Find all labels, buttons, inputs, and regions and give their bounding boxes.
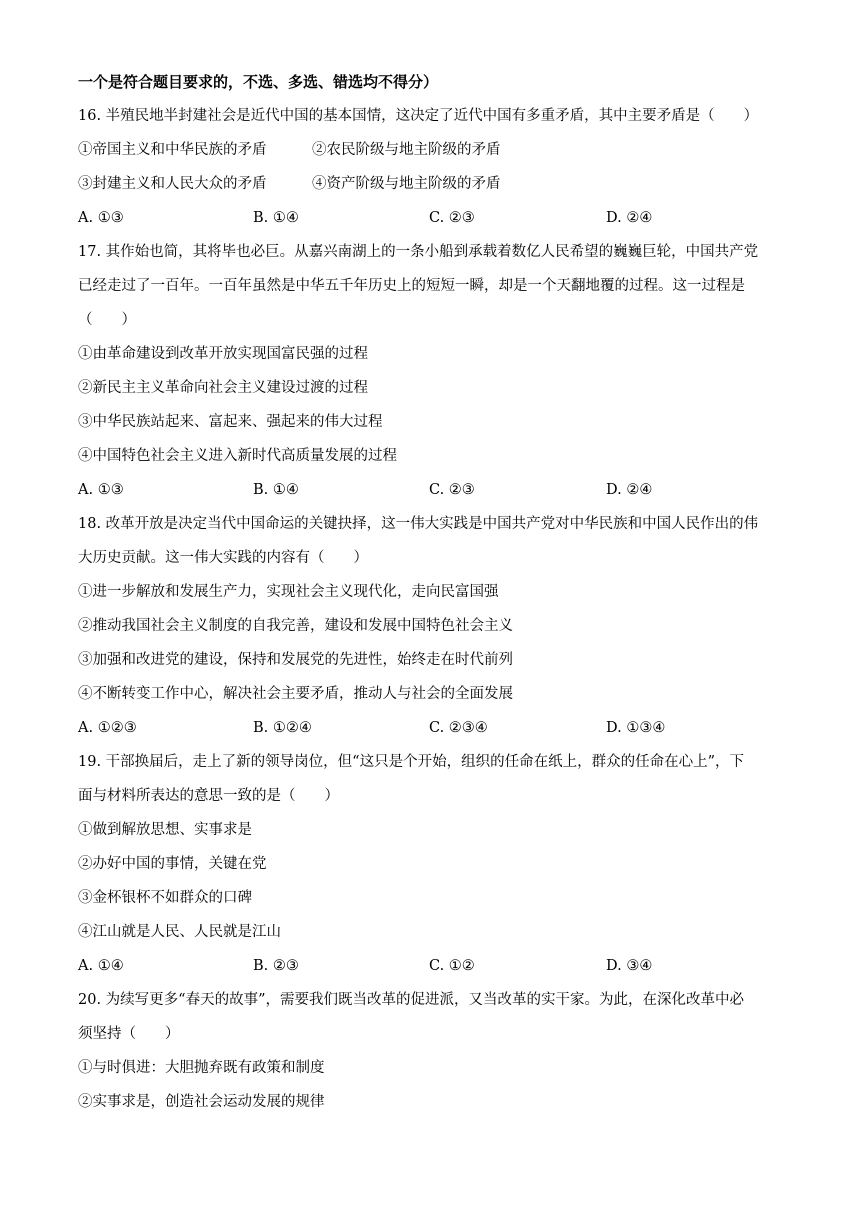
option-d: D. ①③④ [606,720,666,736]
option-b: B. ②③ [253,958,299,974]
option-b: B. ①④ [253,210,299,226]
option-a: A. ①④ [78,958,124,974]
option-d: D. ②④ [606,210,653,226]
question-stem-line: 已经走过了一百年。一百年虽然是中华五千年历史上的短短一瞬，却是一个天翻地覆的过程。这一过程是 [78,278,745,294]
statement: ③加强和改进党的建设，保持和发展党的先进性，始终走在时代前列 [78,652,513,668]
statement: ④中国特色社会主义进入新时代高质量发展的过程 [78,448,397,464]
option-c: C. ①② [429,958,475,974]
statement: ①进一步解放和发展生产力，实现社会主义现代化，走向民富国强 [78,584,499,600]
statement: ④不断转变工作中心，解决社会主要矛盾，推动人与社会的全面发展 [78,686,513,702]
question-stem-line: 面与材料所表达的意思一致的是（ ） [78,788,339,804]
statement: ③中华民族站起来、富起来、强起来的伟大过程 [78,414,383,430]
option-c: C. ②③ [429,210,475,226]
statement: ②农民阶级与地主阶级的矛盾 [312,142,501,158]
question-stem-line: 19. 干部换届后，走上了新的领导岗位，但“这只是个开始，组织的任命在纸上，群众的任命在心上”，下 [78,754,744,770]
answer-options [78,718,798,738]
statement: ②实事求是，创造社会运动发展的规律 [78,1094,325,1110]
statement-row [78,174,798,194]
statement: ④江山就是人民、人民就是江山 [78,924,281,940]
statement: ②新民主主义革命向社会主义建设过渡的过程 [78,380,368,396]
option-b: B. ①④ [253,482,299,498]
answer-options [78,208,798,228]
statement: ①帝国主义和中华民族的矛盾 [78,142,267,158]
question-stem-line: 须坚持（ ） [78,1026,180,1042]
option-a: A. ①②③ [78,720,137,736]
option-b: B. ①②④ [253,720,312,736]
statement: ②办好中国的事情，关键在党 [78,856,267,872]
section-instruction: 一个是符合题目要求的，不选、多选、错选均不得分） [78,73,439,91]
question-stem-line: 16. 半殖民地半封建社会是近代中国的基本国情，这决定了近代中国有多重矛盾，其中主要矛盾是（ ） [78,108,759,124]
option-c: C. ②③ [429,482,475,498]
statement: ①与时俱进：大胆抛弃既有政策和制度 [78,1060,325,1076]
statement: ①由革命建设到改革开放实现国富民强的过程 [78,346,368,362]
answer-options [78,956,798,976]
question-stem-line: 大历史贡献。这一伟大实践的内容有（ ） [78,550,368,566]
question-stem-line: 18. 改革开放是决定当代中国命运的关键抉择，这一伟大实践是中国共产党对中华民族和中国人民作出的伟 [78,516,759,532]
option-a: A. ①③ [78,482,124,498]
question-stem-line: 17. 其作始也简，其将毕也必巨。从嘉兴南湖上的一条小船到承载着数亿人民希望的巍巍巨轮，中国共产党 [78,244,759,260]
option-c: C. ②③④ [429,720,488,736]
option-d: D. ②④ [606,482,653,498]
answer-options [78,480,798,500]
statement-row [78,140,798,160]
statement: ②推动我国社会主义制度的自我完善，建设和发展中国特色社会主义 [78,618,513,634]
statement: ③金杯银杯不如群众的口碑 [78,890,252,906]
statement: ③封建主义和人民大众的矛盾 [78,176,267,192]
question-stem-line: 20. 为续写更多“春天的故事”，需要我们既当改革的促进派，又当改革的实干家。为此，在深化改革中必 [78,992,744,1008]
option-d: D. ③④ [606,958,653,974]
option-a: A. ①③ [78,210,124,226]
statement: ④资产阶级与地主阶级的矛盾 [312,176,501,192]
statement: ①做到解放思想、实事求是 [78,822,252,838]
question-stem-line: （ ） [78,312,136,328]
